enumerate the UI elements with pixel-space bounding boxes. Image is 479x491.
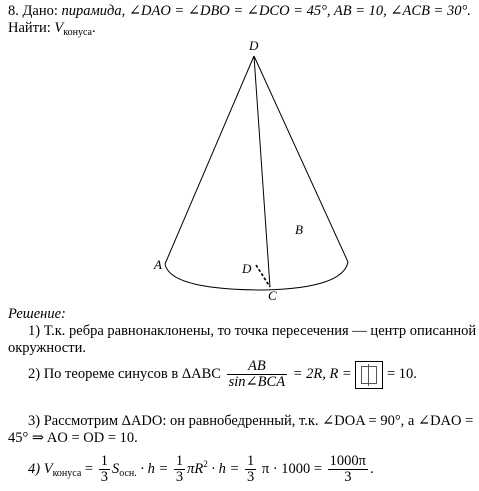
- find-sub: конуса: [63, 27, 92, 38]
- step4-f1-num: 1: [100, 453, 108, 470]
- given-text: пирамида, ∠DAO = ∠DBO = ∠DCO = 45°, AB = 10, ∠ACB = 30°.: [61, 3, 471, 19]
- cone-lines: [165, 56, 348, 290]
- step4-frac3: [245, 454, 256, 485]
- step4-f3-num: 1: [246, 453, 255, 470]
- step2-num: AB: [227, 359, 287, 375]
- step4-sq: 2: [203, 459, 208, 469]
- step4-f2-den: 3: [175, 469, 184, 486]
- cone-height-line: [254, 56, 270, 287]
- find-var: V: [54, 20, 64, 36]
- step2-line: [28, 358, 417, 390]
- step4-f1-den: 3: [100, 469, 108, 486]
- step4-pi1000: π · 1000 =: [261, 461, 323, 477]
- step4-f3-den: 3: [246, 469, 255, 486]
- solution-heading: Решение:: [8, 306, 66, 322]
- step4-dot-h: · h =: [140, 461, 169, 477]
- step4-f2-num: 1: [175, 453, 184, 470]
- label-center: D: [242, 261, 252, 276]
- formula-placeholder-icon: [355, 361, 383, 389]
- step4-frac1: [99, 454, 110, 485]
- label-c: C: [268, 288, 277, 303]
- step4-end: .: [370, 461, 374, 477]
- step3-line-a: 3) Рассмотрим ΔADO: он равнобедренный, т.к. ∠DOA = 90°, а ∠DAO =: [28, 413, 474, 429]
- step4-s: S: [111, 461, 120, 477]
- step4-pir: πR: [187, 461, 204, 477]
- step2-fraction: [227, 359, 287, 390]
- problem-number: 8.: [8, 3, 19, 19]
- step1-line-a: 1) Т.к. ребра равнонаклонены, то точка пересечения — центр описанной: [28, 323, 477, 339]
- step2-prefix: 2) По теореме синусов в ΔABC: [28, 366, 221, 382]
- given-label: Дано:: [22, 3, 58, 19]
- step4-prefix: 4) V: [28, 461, 53, 477]
- find-end: .: [91, 20, 96, 36]
- step4-s-sub: осн.: [119, 468, 137, 479]
- label-a: A: [154, 257, 162, 272]
- step4-dot-h2: · h =: [211, 461, 240, 477]
- step2-end: = 10.: [386, 366, 417, 382]
- find-label: Найти:: [8, 20, 51, 36]
- label-apex: D: [249, 38, 259, 53]
- cone-radius-dashed: [256, 265, 270, 287]
- step4-eq1: =: [84, 461, 94, 477]
- step4-f4-num: 1000π: [329, 453, 366, 470]
- step1-line-b: окружности.: [8, 340, 86, 356]
- step4-frac2: [174, 454, 185, 485]
- label-b: B: [295, 222, 303, 237]
- step4-sub: конуса: [52, 468, 82, 479]
- step4-frac4: [328, 454, 368, 485]
- step4-f4-den: 3: [344, 469, 352, 486]
- step3-line-b: 45° ⇒ AO = OD = 10.: [8, 430, 138, 446]
- step2-mid: = 2R, R =: [292, 366, 352, 382]
- step4-line: [28, 447, 374, 491]
- step2-den: sin∠BCA: [228, 374, 286, 391]
- cone-left-edge: [165, 56, 254, 264]
